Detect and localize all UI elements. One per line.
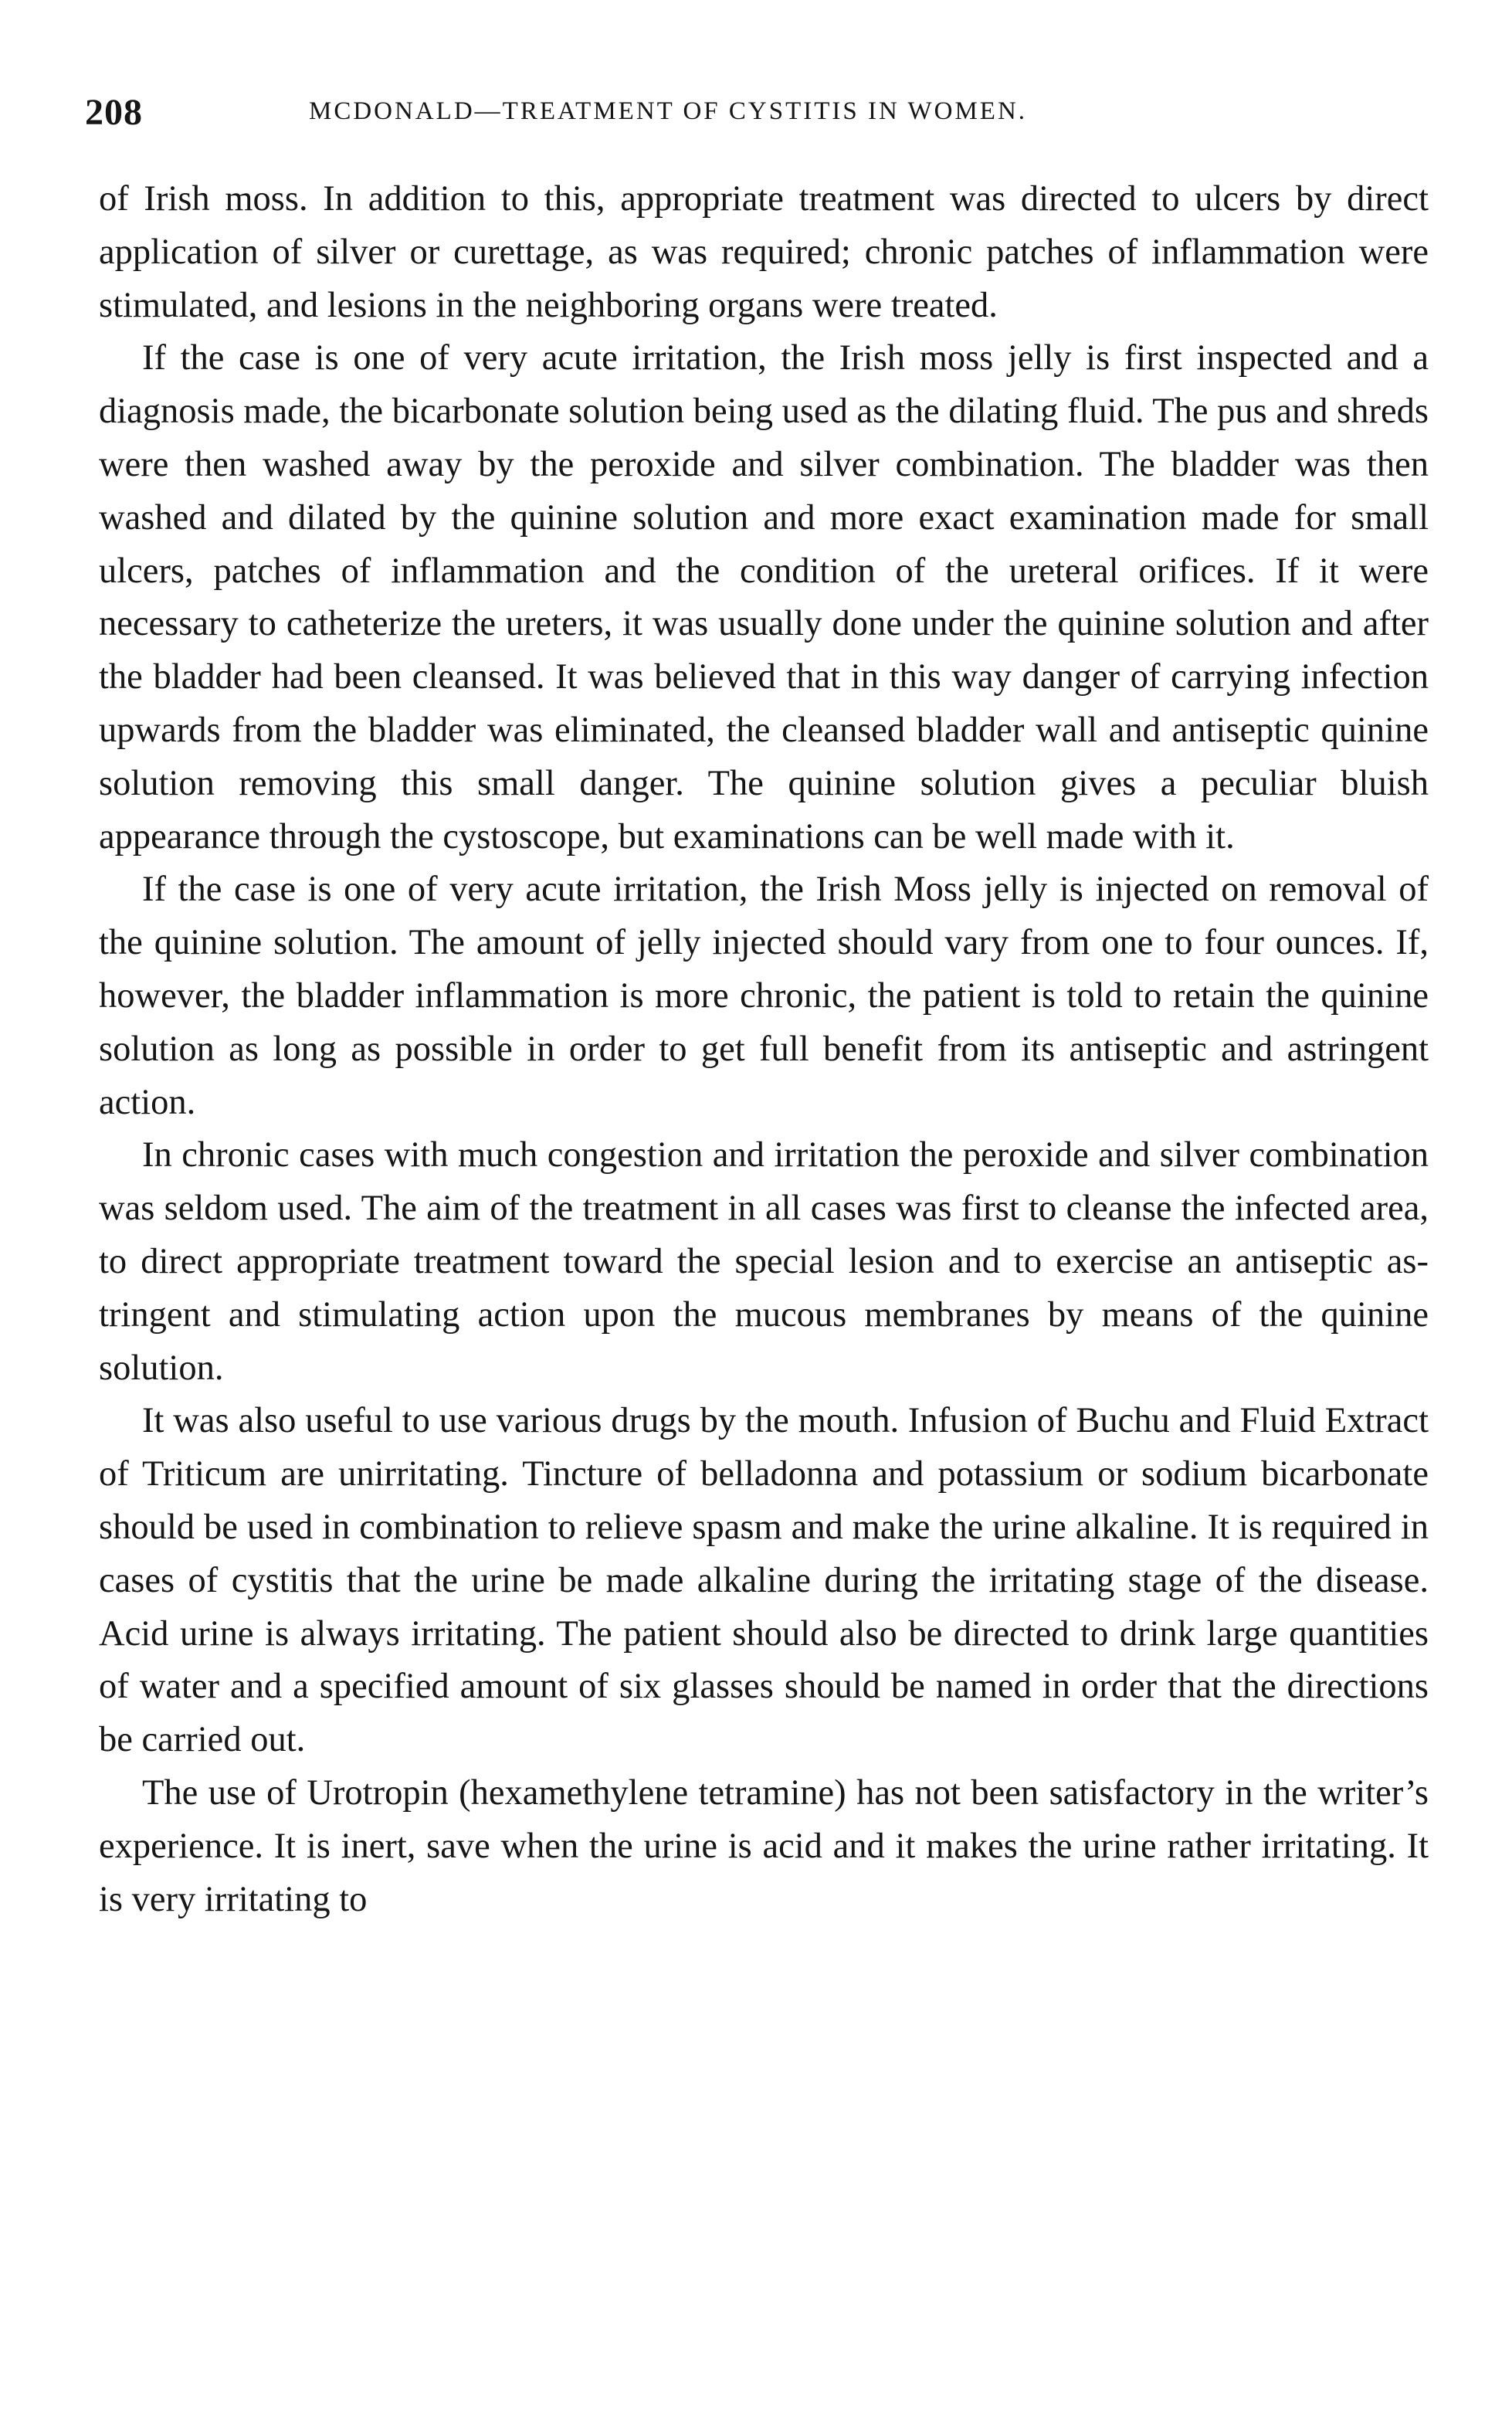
paragraph: It was also useful to use various drugs by the mouth. Infusion of Buchu and Fluid Extract of Triticum are unirritating. Tincture of belladonna and potassium or sodium bicarbonate should be used in combination to relieve spasm and make the urine alkaline. It is required in cases of cystitis that the urine be made alkaline during the irritating stage of the disease. Acid urine is always irritating. The patient should also be directed to drink large quantities of water and a specified amount of six glasses should be named in order that the directions be carried out. — [99, 1401, 1429, 1760]
paragraph-continued: of Irish moss. In addition to this, appropriate treatment was directed to ulcers by direct application of silver or curettage, as was required; chronic patches of inflammation were stimulated, and lesions in the neighboring organs were treated. — [99, 179, 1429, 325]
paragraph: The use of Urotropin (hexamethylene tetramine) has not been satisfactory in the writer’s experience. It is inert, save when the urine is acid and it makes the urine rather irritating. It is very irritating to — [99, 1772, 1429, 1919]
running-title: MCDONALD—TREATMENT OF CYSTITIS IN WOMEN. — [309, 97, 1028, 125]
page-header — [85, 91, 1429, 137]
paragraph: In chronic cases with much congestion and irritation the peroxide and silver combination was seldom used. The aim of the treatment in all cases was first to cleanse the infected area, to direct appropriate treatment toward the special lesion and to exercise an antiseptic astringent and stimulating action upon the mucous membranes by means of the quinine solution. — [99, 1135, 1429, 1388]
paragraph: If the case is one of very acute irritation, the Irish moss jelly is first inspected and a diagnosis made, the bicarbonate solution being used as the dilating fluid. The pus and shreds were then washed away by the peroxide and silver combination. The bladder was then washed and dilated by the quinine solution and more exact examination made for small ulcers, patches of inflammation and the condition of the ureteral orifices. If it were necessary to catheterize the ureters, it was usually done under the quinine solution and after the bladder had been cleansed. It was believed that in this way danger of carrying infection upwards from the bladder was eliminated, the cleansed bladder wall and antiseptic quinine solution removing this small danger. The quinine solution gives a peculiar bluish appearance through the cystoscope, but examinations can be well made with it. — [99, 338, 1429, 857]
page-number: 208 — [85, 92, 143, 133]
body-text — [99, 173, 1429, 1926]
paragraph: If the case is one of very acute irritation, the Irish Moss jelly is injected on removal of the quinine solution. The amount of jelly injected should vary from one to four ounces. If, however, the bladder inflammation is more chronic, the patient is told to retain the quinine solution as long as possible in order to get full benefit from its antiseptic and astringent action. — [99, 870, 1429, 1122]
